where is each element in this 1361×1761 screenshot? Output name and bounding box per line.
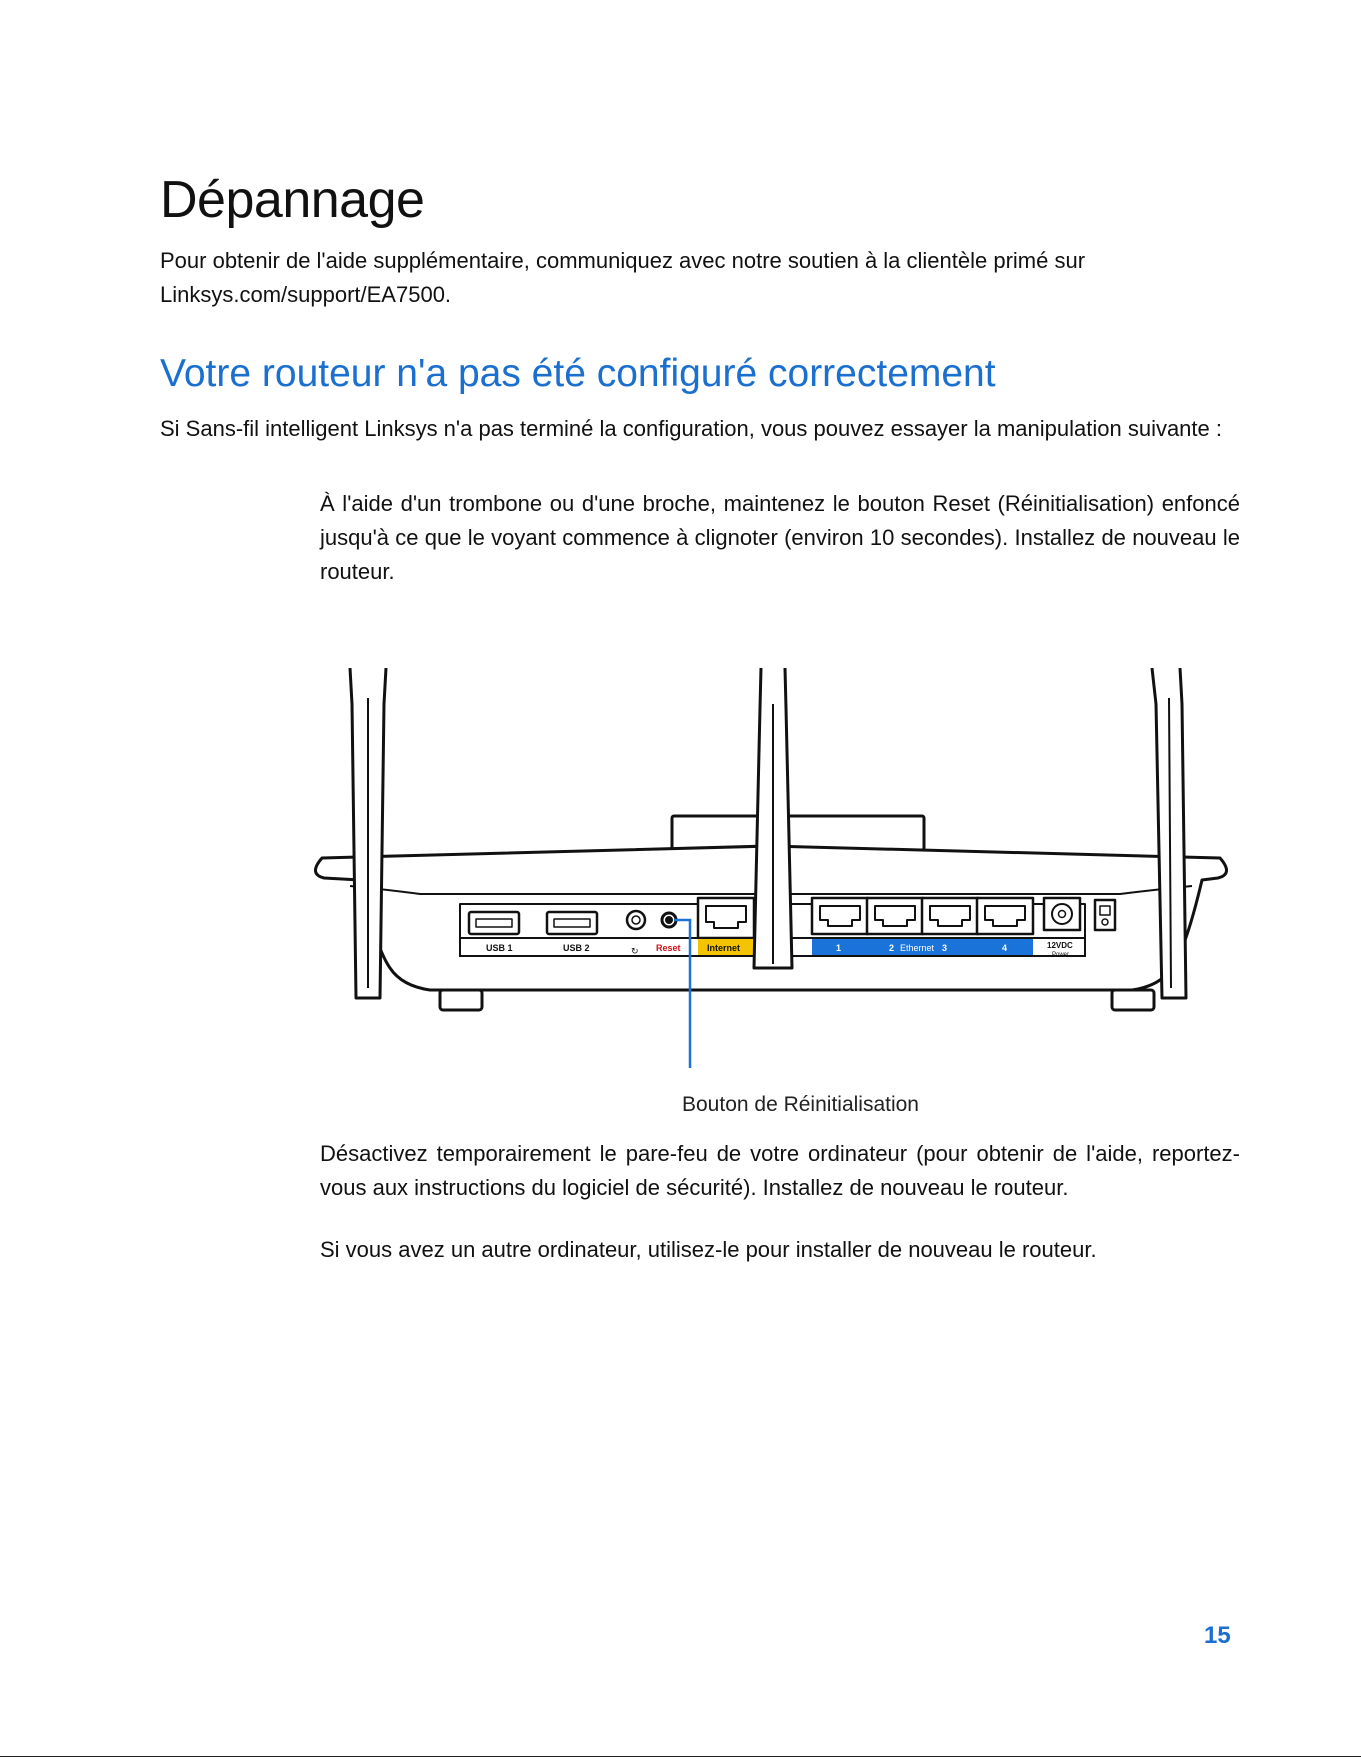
footer-rule (0, 1756, 1361, 1757)
label-eth2: 2 (889, 943, 895, 953)
label-power-voltage: 12VDC (1047, 941, 1073, 950)
router-svg (300, 668, 1240, 1068)
figure-caption: Bouton de Réinitialisation (682, 1093, 919, 1116)
label-ethernet: Ethernet (900, 943, 935, 953)
label-usb1: USB 1 (486, 943, 513, 953)
label-eth1: 1 (836, 943, 842, 953)
label-eth3: 3 (942, 943, 948, 953)
page-heading: Dépannage (160, 171, 425, 229)
step-other-computer: Si vous avez un autre ordinateur, utilisez-le pour installer de nouveau le routeur. (320, 1237, 1097, 1262)
intro-paragraph: Pour obtenir de l'aide supplémentaire, communiquez avec notre soutien à la clientèle primé sur Linksys.com/support/EA7500. (160, 248, 1086, 307)
wps-icon: ↻ (631, 946, 639, 956)
section-title: Votre routeur n'a pas été configuré correctement (160, 352, 996, 395)
step-disable-firewall: Désactivez temporairement le pare-feu de votre ordinateur (pour obtenir de l'aide, reportez-vous aux instructions du logiciel de sécurité). Installez de nouveau le routeur. (320, 1141, 1240, 1200)
section-intro: Si Sans-fil intelligent Linksys n'a pas terminé la configuration, vous pouvez essayer la manipulation suivante : (160, 416, 1222, 441)
label-internet: Internet (707, 943, 741, 953)
page-number: 15 (1204, 1622, 1231, 1649)
right-foot (1112, 990, 1154, 1010)
label-reset: Reset (656, 943, 681, 953)
label-usb2: USB 2 (563, 943, 590, 953)
router-back-illustration (300, 668, 1240, 1068)
label-eth4: 4 (1002, 943, 1008, 953)
left-foot (440, 990, 482, 1010)
step-reset-router: À l'aide d'un trombone ou d'une broche, maintenez le bouton Reset (Réinitialisation) enfoncé jusqu'à ce que le voyant commence à clignoter (environ 10 secondes). Installez de nouveau le routeur. (320, 491, 1240, 584)
top-hinge-plate (672, 816, 924, 850)
label-power: Power (1052, 952, 1070, 958)
